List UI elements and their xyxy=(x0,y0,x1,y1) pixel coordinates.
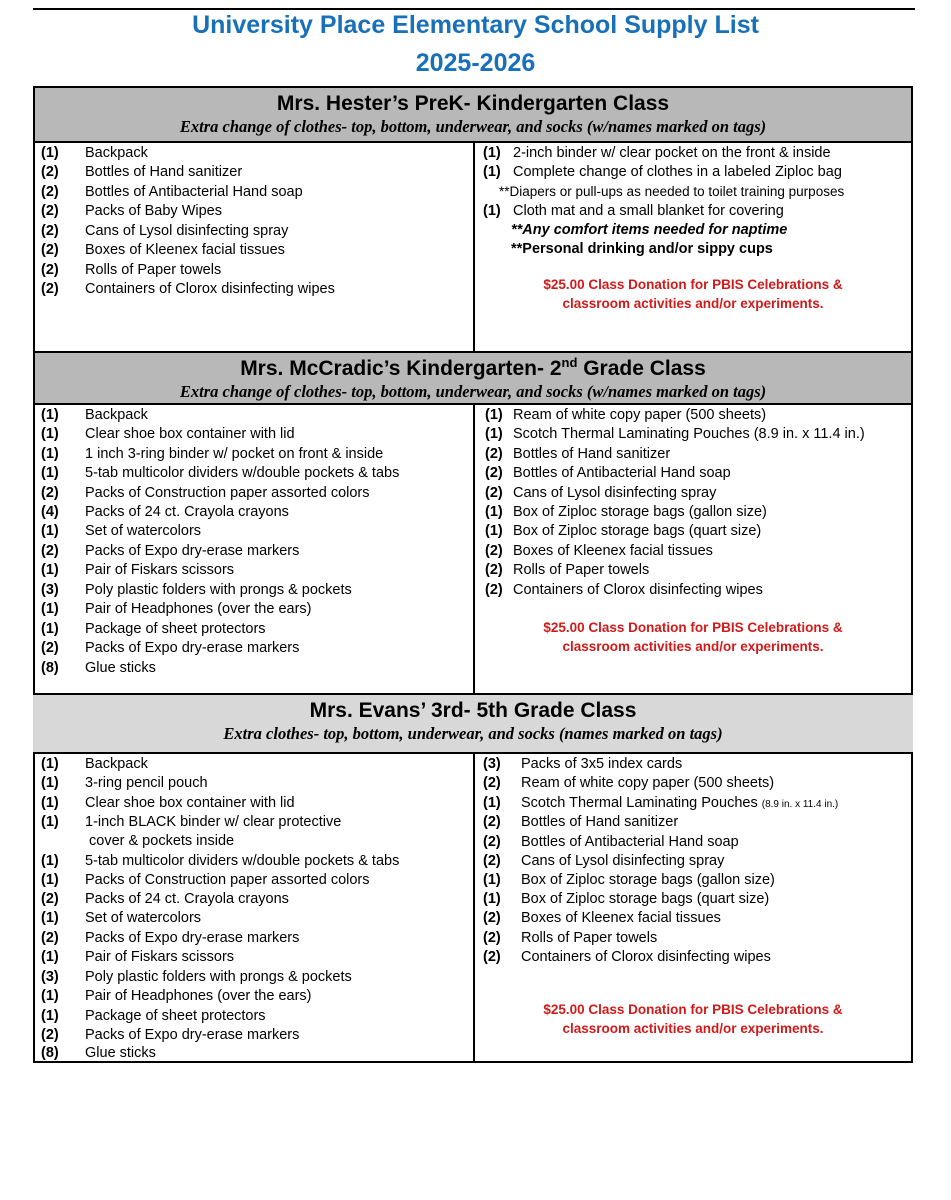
diaper-note: **Diapers or pull-ups as needed to toilet training purposes xyxy=(499,184,845,199)
supply-table: (1) Backpack (1) 3-ring pencil pouch (1) Clear shoe box container with lid (1) 1-inch BLACK binder w/ clear protective cover & pockets inside (1) 5-tab multicolor dividers w/double pockets & tabs (1) Packs of Construction paper assorted colors (2) Packs of 24 ct. Crayola crayons (1) Set of watercolors (2) Packs of Expo dry-erase markers (1) Pair of Fiskars scissors (3) Poly plastic folders with prongs & pockets (1) Pair of Headphones (over the ears) (1) Package of sheet protectors (2) Packs of Expo dry-erase markers (8) Glue sticks (3) Packs of 3x5 index cards (2) Ream of white copy paper (500 sheets) (1) Scotch Thermal Laminating Pouches (8.9 in. x 11.4 in.) (2) Bottles of Hand sanitizer (2) Bottles of Antibacterial Hand soap (2) Cans of Lysol disinfecting spray (1) Box of Ziploc storage bags (gallon size) (1) Box of Ziploc storage bags (quart size) (2) Boxes of Kleenex facial tissues (2) Rolls of Paper towels (2) Containers of Clorox disinfecting wipes $25.00 Class Donation for PBIS Celebrations & classroom activities and/or experiments. xyxy=(33,752,913,1063)
supply-table: (1) Backpack (1) Clear shoe box container with lid (1) 1 inch 3-ring binder w/ pocket on front & inside (1) 5-tab multicolor dividers w/double pockets & tabs (2) Packs of Construction paper assorted colors (4) Packs of 24 ct. Crayola crayons (1) Set of watercolors (2) Packs of Expo dry-erase markers (1) Pair of Fiskars scissors (3) Poly plastic folders with prongs & pockets (1) Pair of Headphones (over the ears) (1) Package of sheet protectors (2) Packs of Expo dry-erase markers (8) Glue sticks (1) Ream of white copy paper (500 sheets) (1) Scotch Thermal Laminating Pouches (8.9 in. x 11.4 in.) (2) Bottles of Hand sanitizer (2) Bottles of Antibacterial Hand soap (2) Cans of Lysol disinfecting spray (1) Box of Ziploc storage bags (gallon size) (1) Box of Ziploc storage bags (quart size) (2) Boxes of Kleenex facial tissues (2) Rolls of Paper towels (2) Containers of Clorox disinfecting wipes $25.00 Class Donation for PBIS Celebrations & classroom activities and/or experiments. xyxy=(33,403,913,695)
naptime-note: **Any comfort items needed for naptime xyxy=(511,222,788,238)
class-name: Mrs. McCradic’s Kindergarten- 2nd Grade Class xyxy=(240,355,706,380)
section-header xyxy=(33,86,913,143)
donation-line-1: $25.00 Class Donation for PBIS Celebrations & xyxy=(543,1002,843,1017)
class-subtitle: Extra clothes- top, bottom, underwear, and socks (names marked on tags) xyxy=(223,724,723,743)
left-column: (1) Backpack (1) 3-ring pencil pouch (1) Clear shoe box container with lid (1) 1-inch BLACK binder w/ clear protective cover & pockets inside (1) 5-tab multicolor dividers w/double pockets & tabs (1) Packs of Construction paper assorted colors (2) Packs of 24 ct. Crayola crayons (1) Set of watercolors (2) Packs of Expo dry-erase markers (1) Pair of Fiskars scissors (3) Poly plastic folders with prongs & pockets (1) Pair of Headphones (over the ears) (1) Package of sheet protectors (2) Packs of Expo dry-erase markers (8) Glue sticks xyxy=(35,754,475,1061)
school-year: 2025-2026 xyxy=(415,49,536,77)
donation-line-2: classroom activities and/or experiments. xyxy=(562,296,824,311)
class-name: Mrs. Hester’s PreK- Kindergarten Class xyxy=(276,92,670,115)
left-column: (1) Backpack (1) Clear shoe box container with lid (1) 1 inch 3-ring binder w/ pocket on front & inside (1) 5-tab multicolor dividers w/double pockets & tabs (2) Packs of Construction paper assorted colors (4) Packs of 24 ct. Crayola crayons (1) Set of watercolors (2) Packs of Expo dry-erase markers (1) Pair of Fiskars scissors (3) Poly plastic folders with prongs & pockets (1) Pair of Headphones (over the ears) (1) Package of sheet protectors (2) Packs of Expo dry-erase markers (8) Glue sticks xyxy=(35,405,475,693)
donation-line-2: classroom activities and/or experiments. xyxy=(562,1021,824,1036)
class-name: Mrs. Evans’ 3rd- 5th Grade Class xyxy=(309,699,637,722)
section-header xyxy=(33,695,913,752)
class-subtitle: Extra change of clothes- top, bottom, underwear, and socks (w/names marked on tags) xyxy=(179,117,767,136)
cups-note: **Personal drinking and/or sippy cups xyxy=(511,241,773,257)
donation-line-1: $25.00 Class Donation for PBIS Celebrations & xyxy=(543,620,843,635)
class-subtitle: Extra change of clothes- top, bottom, underwear, and socks (w/names marked on tags) xyxy=(179,382,767,401)
left-column: (1) Backpack (2) Bottles of Hand sanitizer (2) Bottles of Antibacterial Hand soap (2) Packs of Baby Wipes (2) Cans of Lysol disinfecting spray (2) Boxes of Kleenex facial tissues (2) Rolls of Paper towels (2) Containers of Clorox disinfecting wipes xyxy=(35,143,475,351)
donation-line-1: $25.00 Class Donation for PBIS Celebrations & xyxy=(543,277,843,292)
supply-table: (1) Backpack (2) Bottles of Hand sanitizer (2) Bottles of Antibacterial Hand soap (2) Packs of Baby Wipes (2) Cans of Lysol disinfecting spray (2) Boxes of Kleenex facial tissues (2) Rolls of Paper towels (2) Containers of Clorox disinfecting wipes (1) 2-inch binder w/ clear pocket on the front & inside (1) Complete change of clothes in a labeled Ziploc bag **Diapers or pull-ups as needed to toilet training purposes (1) Cloth mat and a small blanket for covering **Any comfort items needed for naptime **Personal drinking and/or sippy cups $25.00 Class Donation for PBIS Celebrations & classroom activities and/or experiments. xyxy=(33,141,913,353)
donation-line-2: classroom activities and/or experiments. xyxy=(562,639,824,654)
page-title: University Place Elementary School Supply List xyxy=(192,11,759,39)
section-header xyxy=(33,351,913,405)
